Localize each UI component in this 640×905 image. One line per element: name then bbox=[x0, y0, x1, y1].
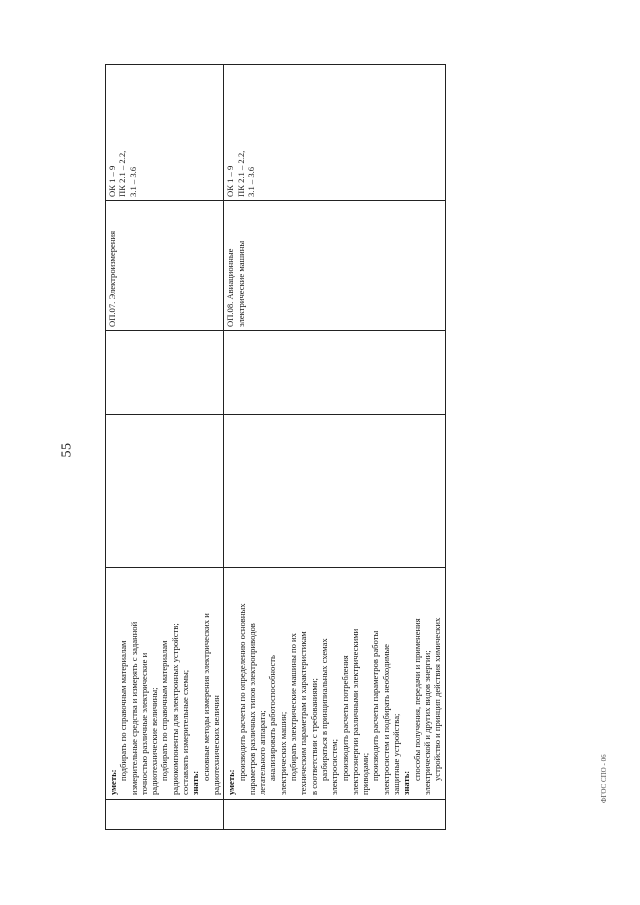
empty-cell bbox=[106, 415, 224, 568]
skill-line: электрических машин; bbox=[277, 711, 288, 795]
skill-line: летательного аппарата; bbox=[257, 710, 268, 795]
skill-line: радиокомпоненты для электронных устройств; bbox=[169, 623, 180, 795]
table-row bbox=[106, 65, 224, 830]
skill-line: приводами; bbox=[360, 752, 371, 795]
competency-code: ОК 1 – 9 bbox=[107, 165, 117, 197]
skills-heading: уметь: bbox=[108, 769, 118, 795]
empty-cell bbox=[106, 331, 224, 415]
empty-cell bbox=[106, 800, 224, 830]
skill-line: в соответствии с требованиями; bbox=[308, 678, 319, 795]
skills-heading: знать: bbox=[190, 770, 201, 795]
skill-line: измерительные средства и измерять с заданной bbox=[128, 621, 139, 795]
discipline-cell: ОП.07. Электроизмерения bbox=[106, 201, 224, 331]
skills-cell bbox=[224, 568, 445, 800]
skill-line: анализировать работоспособность bbox=[267, 655, 278, 781]
skill-line: электрической и других видов энергии; bbox=[421, 650, 432, 795]
curriculum-table bbox=[105, 64, 446, 830]
competency-code: 3.1 – 3.6 bbox=[245, 166, 256, 197]
skill-line: электроэнергии различными электрическими bbox=[349, 628, 360, 795]
skill-line: составлять измерительные схемы; bbox=[180, 669, 191, 795]
skill-line: производить расчеты параметров работы bbox=[370, 630, 381, 781]
skill-line: защитные устройства; bbox=[391, 713, 402, 795]
competencies-cell bbox=[224, 65, 445, 201]
table-row bbox=[224, 65, 445, 830]
skill-line: точностью различные электрические и bbox=[138, 652, 149, 795]
skill-line: подбирать электрические машины по их bbox=[288, 633, 299, 781]
skill-line: электросистем; bbox=[329, 739, 340, 795]
competencies-cell bbox=[106, 65, 224, 201]
skill-line: параметров различных типов электроприводов bbox=[246, 623, 257, 795]
skill-line: радиотехнических величин bbox=[210, 695, 221, 795]
skill-line: производить расчеты по определению основных bbox=[236, 603, 247, 781]
skill-line: устройство и принцип действия химических bbox=[432, 617, 443, 781]
empty-cell bbox=[224, 415, 445, 568]
skill-line: способы получения, передачи и применения bbox=[411, 618, 422, 781]
empty-cell bbox=[224, 800, 445, 830]
skill-line: подбирать по справочным материалам bbox=[118, 640, 129, 781]
skill-line: радиотехнические величины; bbox=[149, 687, 160, 795]
competency-code: ПК 2.1 – 2.2, bbox=[235, 150, 246, 197]
competency-code: ОК 1 – 9 bbox=[225, 165, 236, 197]
empty-cell bbox=[224, 331, 445, 415]
rotated-table-wrapper bbox=[105, 65, 443, 830]
competency-code: ПК 2.1 – 2.2, bbox=[117, 150, 128, 197]
competency-code: 3.1 – 3.6 bbox=[127, 166, 138, 197]
skill-line: электросистем и подбирать необходимые bbox=[380, 644, 391, 795]
skill-line: производить расчеты потребления bbox=[339, 655, 350, 781]
skill-line: разбираться в принципиальных схемах bbox=[318, 638, 329, 781]
skills-heading: уметь: bbox=[226, 769, 237, 795]
skill-line: подбирать по справочным материалам bbox=[159, 640, 170, 781]
skill-line: техническим параметрам и характеристикам bbox=[298, 631, 309, 795]
discipline-cell: ОП.08. Авиационные электрические машины bbox=[224, 201, 445, 331]
page-number: 55 bbox=[59, 442, 75, 458]
skills-heading: знать: bbox=[401, 770, 412, 795]
skills-cell bbox=[106, 568, 224, 800]
footer-code: ФГОС СПО - 06 bbox=[600, 754, 608, 803]
skill-line: основные методы измерения электрических и bbox=[200, 613, 211, 781]
